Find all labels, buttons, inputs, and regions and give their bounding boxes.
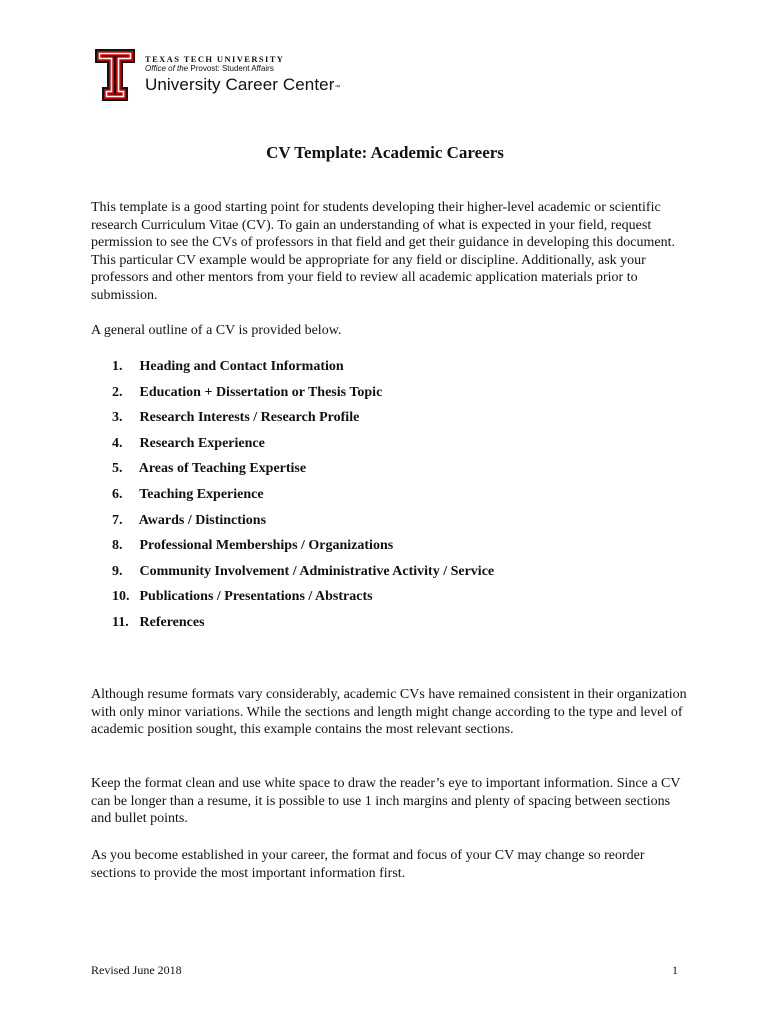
format-clean-paragraph: Keep the format clean and use white space to draw the reader’s eye to important information. Since a CV can be longer than a resume, it is possible to use 1 inch margins and plenty of spacing between sections and bullet points.	[91, 776, 681, 826]
list-item-number: 11.	[112, 614, 129, 630]
outline-intro-paragraph: A general outline of a CV is provided below.	[91, 323, 342, 338]
list-item-number: 7.	[112, 512, 123, 528]
list-item	[112, 511, 494, 537]
established-paragraph: As you become established in your career, the format and focus of your CV may change so reorder sections to provide the most important information first.	[91, 848, 645, 881]
list-item-number: 3.	[112, 410, 123, 426]
letterhead	[94, 48, 341, 102]
list-item-number: 5.	[112, 461, 123, 477]
list-item-number: 2.	[112, 384, 123, 400]
list-item-number: 9.	[112, 563, 123, 579]
list-item-label: Community Involvement / Administrative Activity / Service	[139, 563, 495, 579]
university-name: TEXAS TECH UNIVERSITY	[145, 54, 285, 64]
office-prefix: Office of the	[145, 64, 189, 73]
list-item	[112, 613, 494, 639]
list-item-label: Awards / Distinctions	[138, 512, 267, 528]
formats-paragraph: Although resume formats vary considerably, academic CVs have remained consistent in their organization with only minor variations. While the sections and length might change according to the type and level of academic position sought, this example contains the most relevant sections.	[91, 687, 687, 737]
trademark-mark: ™	[334, 85, 341, 91]
list-item-label: References	[139, 614, 205, 630]
career-center-label: University Career Center	[145, 75, 335, 94]
list-item	[112, 357, 494, 383]
list-item	[112, 485, 494, 511]
office-name	[145, 64, 341, 74]
list-item-number: 6.	[112, 486, 123, 502]
list-item	[112, 587, 494, 613]
page-number: 1	[672, 963, 678, 977]
list-item-label: Education + Dissertation or Thesis Topic	[139, 384, 383, 400]
list-item	[112, 562, 494, 588]
career-center-name	[145, 75, 341, 95]
list-item-number: 1.	[112, 359, 123, 374]
list-item-label: Research Interests / Research Profile	[139, 410, 360, 426]
list-item-label: Professional Memberships / Organizations	[139, 538, 394, 554]
list-item-number: 4.	[112, 435, 123, 451]
list-item-number: 8.	[112, 538, 123, 554]
office-suffix: Provost: Student Affairs	[190, 64, 274, 73]
list-item-label: Heading and Contact Information	[139, 359, 344, 374]
list-item-number: 10.	[112, 589, 130, 605]
list-item	[112, 408, 494, 434]
list-item	[112, 434, 494, 460]
intro-paragraph: This template is a good starting point for students developing their higher-level academic or scientific research Curriculum Vitae (CV). To gain an understanding of what is expected in your field, request permission to see the CVs of professors in that field and get their guidance in developing this document. This particular CV example would be appropriate for any field or discipline. Additionally, ask your professors and other mentors from your field to review all academic application materials prior to submission.	[91, 200, 675, 303]
list-item	[112, 536, 494, 562]
list-item	[112, 459, 494, 485]
list-item-label: Publications / Presentations / Abstracts	[139, 589, 373, 605]
double-t-logo	[94, 48, 136, 102]
list-item-label: Research Experience	[139, 435, 265, 451]
list-item-label: Teaching Experience	[139, 486, 264, 502]
revision-date: Revised June 2018	[91, 963, 182, 977]
cv-outline-list	[112, 357, 494, 639]
page-title: CV Template: Academic Careers	[266, 143, 504, 162]
list-item-label: Areas of Teaching Expertise	[138, 461, 307, 477]
list-item	[112, 383, 494, 409]
